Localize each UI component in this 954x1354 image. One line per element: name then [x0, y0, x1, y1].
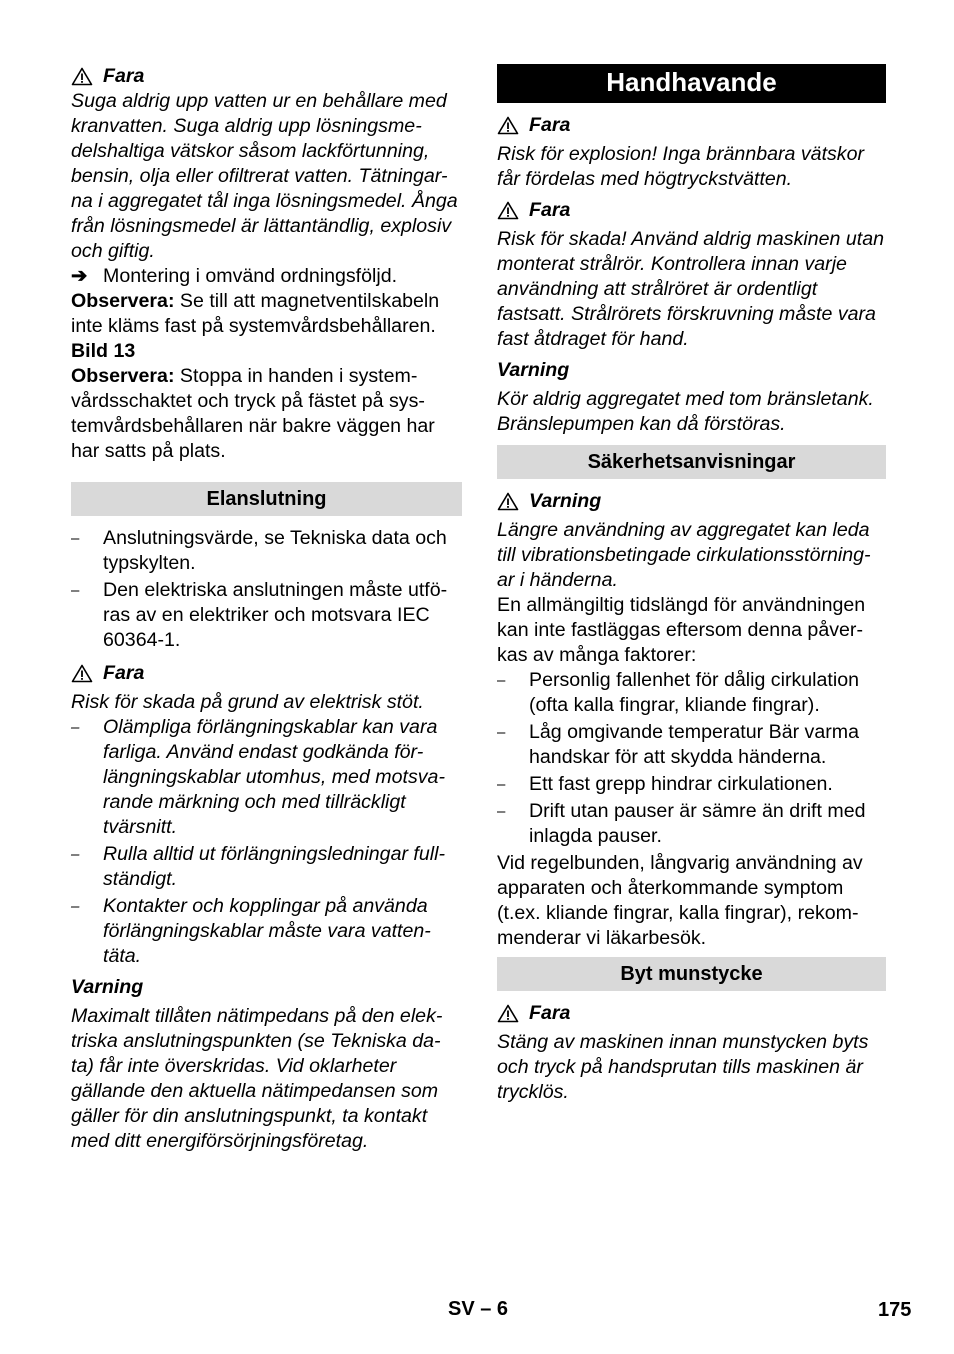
- fara-label: Fara: [103, 65, 145, 87]
- fara-heading: [71, 64, 462, 89]
- page-title: Handhavande: [497, 64, 886, 103]
- list-item: – Ett fast grepp hindrar cirkulationen.: [497, 772, 886, 797]
- varning-heading: [497, 489, 886, 514]
- varning-text: Längre användning av aggregatet kan leda till vibrationsbetingade cirkulationsstörning-ar i händerna.: [497, 519, 871, 591]
- list-item: – Rulla alltid ut förlängningsledningar full-ständigt.: [71, 842, 462, 892]
- warning-triangle-icon: [497, 116, 519, 135]
- fara-list: [71, 715, 462, 969]
- list-item: – Drift utan pauser är sämre än drift med inlagda pauser.: [497, 799, 886, 849]
- varning-text: Kör aldrig aggregatet med tom bränsletank. Bränslepumpen kan då förstöras.: [497, 388, 874, 435]
- list-item: – Låg omgivande temperatur Bär varma handskar för att skydda händerna.: [497, 720, 886, 770]
- fara-text: Risk för explosion! Inga brännbara vätskor får fördelas med högtryckstvätten.: [497, 143, 865, 190]
- varning-label: Varning: [529, 490, 602, 512]
- section-heading-sakerhet: Säkerhetsanvisningar: [497, 445, 886, 479]
- list-item: – Olämpliga förlängningskablar kan vara farliga. Använd endast godkända för-längningskablar utomhus, med motsva-rande märkning och med tillräckligt tvärsnitt.: [71, 715, 462, 840]
- warning-triangle-icon: [497, 492, 519, 511]
- note-paragraph: [71, 364, 462, 464]
- left-column: [71, 60, 462, 1154]
- warning-triangle-icon: [71, 664, 93, 683]
- note-text: Se till att magnetventilskabeln inte kläms fast på systemvårdsbehållaren.: [71, 290, 440, 337]
- varning-heading: Varning: [497, 359, 570, 381]
- fara-text: Risk för skada på grund av elektrisk stöt.: [71, 691, 424, 713]
- fara-heading: [71, 661, 462, 686]
- right-column: [497, 60, 886, 1105]
- body-paragraph: En allmängiltig tidslängd för användningen kan inte fastläggas eftersom denna påver-kas av många faktorer:: [497, 594, 866, 666]
- el-list: [71, 526, 462, 653]
- body-paragraph: Vid regelbunden, långvarig användning av apparaten och återkommande symptom (t.ex. kliande fingrar, kalla fingrar), rekom-menderar vi läkarbesök.: [497, 852, 863, 949]
- note-paragraph: [71, 289, 462, 339]
- note-label: Observera:: [71, 365, 175, 387]
- fara-label: Fara: [529, 1002, 571, 1024]
- fara-text: Stäng av maskinen innan munstycken byts och tryck på handsprutan tills maskinen är trycklös.: [497, 1031, 869, 1103]
- varning-heading: Varning: [71, 976, 144, 998]
- factor-list: [497, 668, 886, 849]
- note-label: Observera:: [71, 290, 175, 312]
- note-text: Stoppa in handen i system-vårdsschaktet och tryck på fästet på sys-temvårdsbehållaren när bakre väggen har har satts på plats.: [71, 365, 435, 462]
- instruction-text: Montering i omvänd ordningsföljd.: [103, 265, 398, 287]
- fara-label: Fara: [529, 199, 571, 221]
- instruction-line: [71, 264, 462, 289]
- varning-text: Maximalt tillåten nätimpedans på den elek-triska anslutningspunkten (se Tekniska da-ta) får inte överskridas. Vid oklarheter gällande den aktuella nätimpedansen som gäller för din anslutningspunkt, ta kontakt med ditt energiförsörjningsföretag.: [71, 1005, 443, 1152]
- fara-heading: [497, 1001, 886, 1026]
- fara-label: Fara: [529, 114, 571, 136]
- list-item: – Personlig fallenhet för dålig cirkulation (ofta kalla fingrar, kliande fingrar).: [497, 668, 886, 718]
- fara-label: Fara: [103, 662, 145, 684]
- fara-text: Risk för skada! Använd aldrig maskinen utan monterat strålrör. Kontrollera innan varje användning att strålröret är ordentligt fastsatt. Strålrörets förskruvning måste vara fast åtdraget för hand.: [497, 228, 884, 350]
- list-item: – Kontakter och kopplingar på använda förlängningskablar måste vara vatten-täta.: [71, 894, 462, 969]
- fara-heading: [497, 113, 886, 138]
- fara-heading: [497, 198, 886, 223]
- page-number: 175: [878, 1299, 912, 1321]
- section-code: SV – 6: [448, 1298, 509, 1320]
- warning-triangle-icon: [497, 201, 519, 220]
- arrow-right-icon: ➔: [71, 265, 88, 287]
- fara-text: Suga aldrig upp vatten ur en behållare med kranvatten. Suga aldrig upp lösningsme-delshaltiga vätskor såsom lackförtunning, bensin, olja eller ofiltrerat vatten. Tätningar-na i aggregatet tål inga lösningsmedel. Ånga från lösningsmedel är lättantändlig, explosiv och giftig.: [71, 90, 458, 262]
- list-item: – Anslutningsvärde, se Tekniska data och typskylten.: [71, 526, 462, 576]
- warning-triangle-icon: [71, 67, 93, 86]
- section-heading-elanslutning: Elanslutning: [71, 482, 462, 516]
- list-item: – Den elektriska anslutningen måste utfö-ras av en elektriker och motsvara IEC 60364-1.: [71, 578, 462, 653]
- figure-reference: Bild 13: [71, 340, 136, 362]
- warning-triangle-icon: [497, 1004, 519, 1023]
- section-heading-byt-munstycke: Byt munstycke: [497, 957, 886, 991]
